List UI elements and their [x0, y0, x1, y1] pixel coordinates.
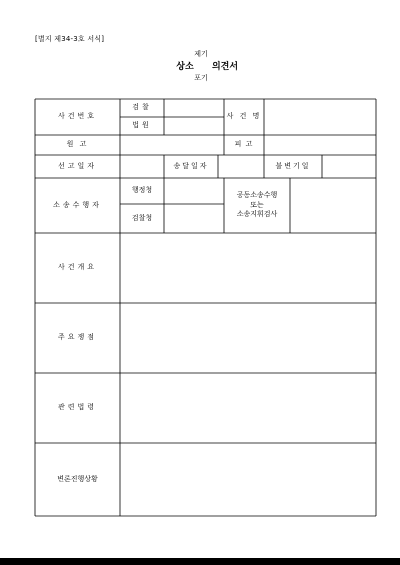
label-case-name: 사 건 명	[226, 112, 262, 121]
form-number: [별지 제34-3호 서식]	[35, 35, 105, 43]
bottom-border-bar	[0, 558, 400, 565]
label-defendant: 피 고	[234, 140, 254, 149]
label-service-date: 송달일자	[173, 161, 209, 170]
label-prosecution: 검찰	[132, 103, 152, 112]
label-related-law: 관련법령	[57, 403, 98, 412]
label-prosecutors-office: 검찰청	[131, 213, 153, 222]
label-admin-office: 행정청	[131, 186, 153, 195]
label-sentence-date: 선고일자	[57, 161, 98, 170]
label-defense-status: 변론진행상황	[57, 474, 98, 483]
title-option-file: 제기	[194, 50, 208, 58]
label-main-issue: 주요쟁점	[57, 333, 98, 342]
joint-litigant-line-2: 또는	[250, 200, 264, 209]
joint-litigant-line-1: 공동소송수행	[236, 190, 278, 199]
title-opinion: 의견서	[211, 62, 239, 72]
label-court: 법원	[132, 121, 152, 130]
label-joint-litigant	[224, 178, 290, 233]
label-case-number: 사건번호	[57, 112, 98, 121]
title-appeal: 상소	[176, 62, 194, 72]
label-litigant: 소송수행자	[53, 200, 102, 209]
label-plaintiff: 원 고	[66, 140, 89, 149]
title-option-waive: 포기	[194, 74, 208, 82]
label-case-summary: 사건개요	[57, 263, 98, 272]
joint-litigant-line-3: 소송지휘검사	[236, 210, 278, 219]
label-deadline-date: 불변기일	[275, 161, 311, 170]
